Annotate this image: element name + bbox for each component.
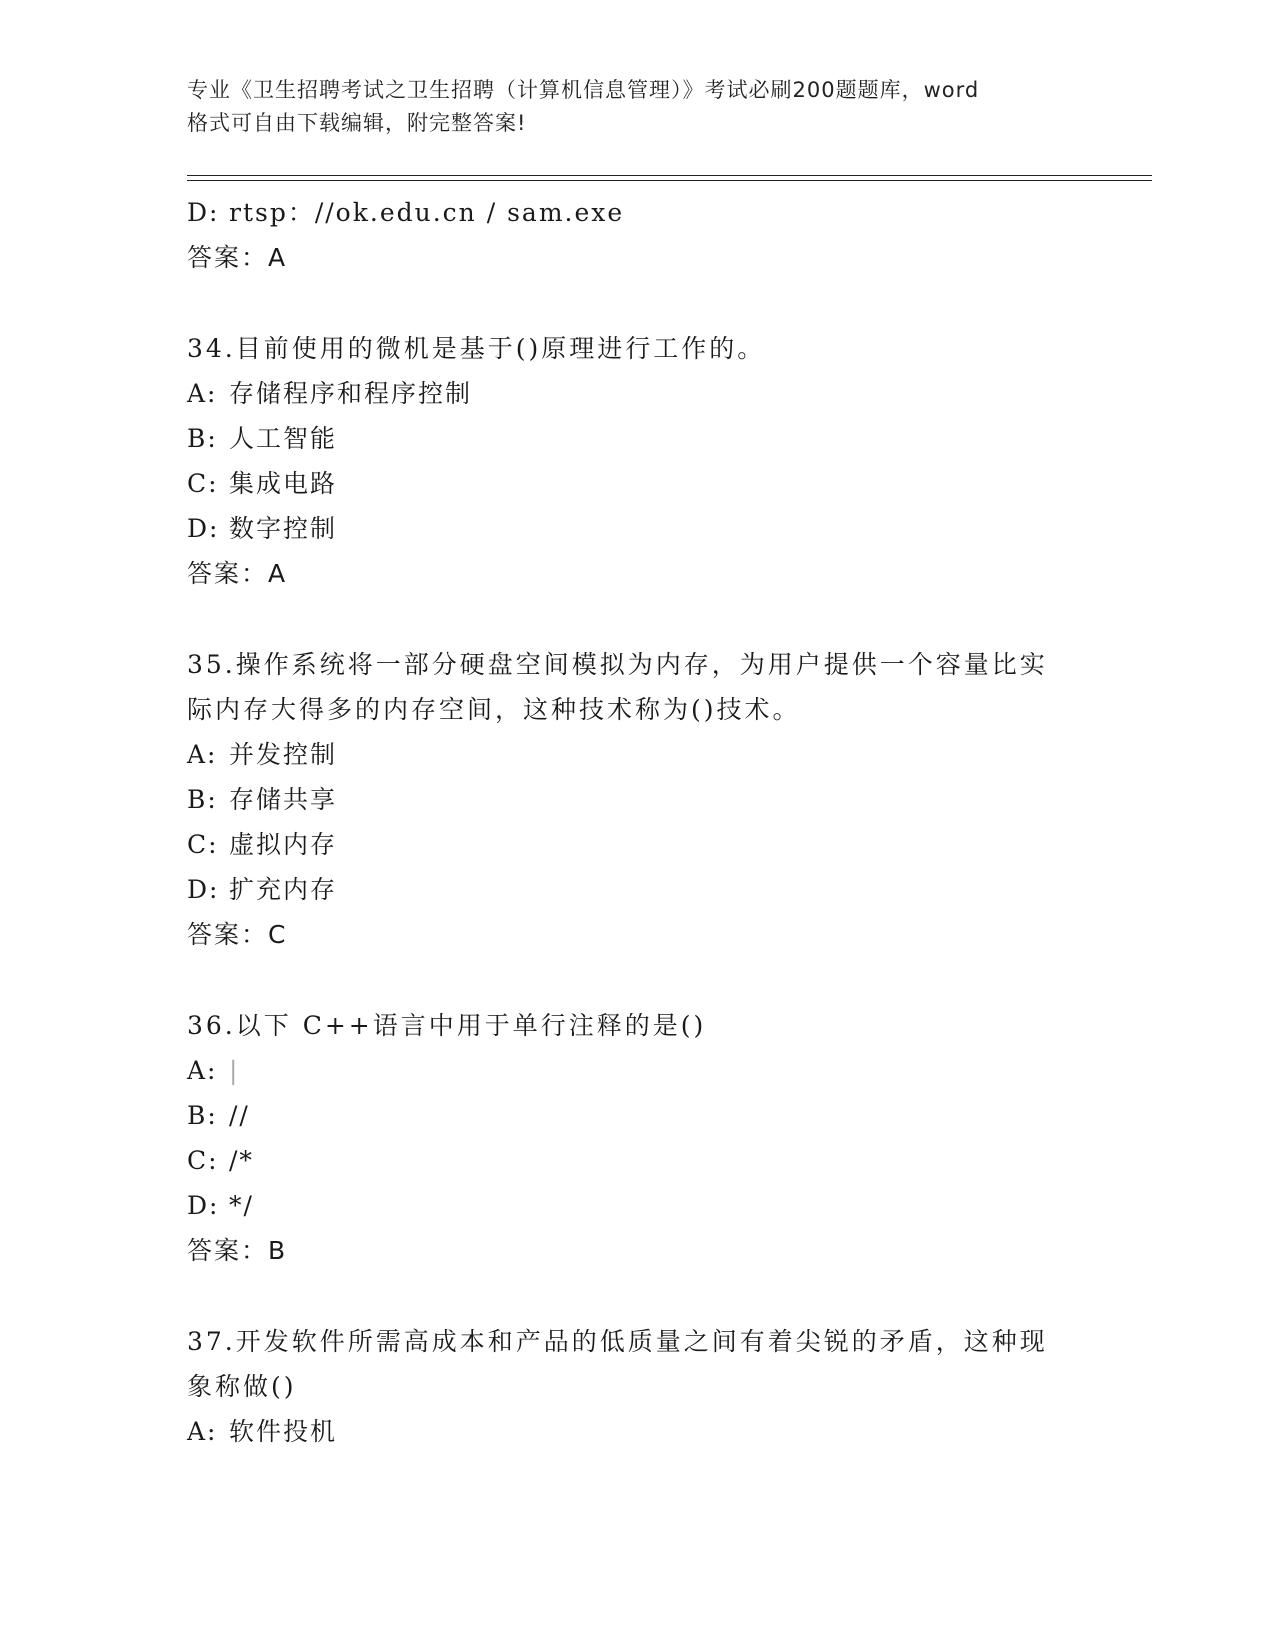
question-content: [187, 190, 1087, 1454]
header-rule-bottom: [187, 180, 1152, 181]
option-a: [187, 732, 1087, 777]
option-b: [187, 416, 1087, 461]
option-text: 并发控制: [229, 740, 338, 769]
option-label: D:: [187, 875, 220, 904]
question-text: 37.开发软件所需高成本和产品的低质量之间有着尖锐的矛盾，这种现: [187, 1327, 1048, 1356]
spacer: [187, 280, 1087, 326]
header-line-1: 专业《卫生招聘考试之卫生招聘（计算机信息管理）》考试必刷200题题库，word: [187, 78, 980, 102]
option-c: [187, 461, 1087, 506]
question-text-cont: 际内存大得多的内存空间，这种技术称为()技术。: [187, 695, 801, 724]
option-label: A:: [187, 740, 218, 769]
option-c: [187, 1138, 1087, 1183]
question-34: [187, 326, 1087, 596]
spacer: [187, 1273, 1087, 1319]
option-label: D:: [187, 1191, 220, 1220]
option-text: //: [229, 1101, 250, 1130]
option-text: 存储程序和程序控制: [229, 379, 473, 408]
option-text: 存储共享: [229, 785, 338, 814]
option-label: A:: [187, 379, 218, 408]
option-b: [187, 1093, 1087, 1138]
option-text: |: [229, 1056, 240, 1085]
option-label: A:: [187, 1417, 218, 1446]
option-a: [187, 371, 1087, 416]
header-rule-top: [187, 175, 1152, 176]
option-text: rtsp：//ok.edu.cn / sam.exe: [229, 198, 625, 227]
option-label: D:: [187, 514, 220, 543]
question-35: [187, 642, 1087, 957]
option-a: [187, 1409, 1087, 1454]
question-text-cont: 象称做(): [187, 1372, 297, 1401]
spacer: [187, 957, 1087, 1003]
option-text: 数字控制: [229, 514, 338, 543]
option-b: [187, 777, 1087, 822]
option-d: [187, 867, 1087, 912]
option-text: 虚拟内存: [229, 830, 338, 859]
option-a: [187, 1048, 1087, 1093]
question-37: [187, 1319, 1087, 1454]
option-d: [187, 1183, 1087, 1228]
option-text: 扩充内存: [229, 875, 338, 904]
document-header: [187, 74, 1097, 140]
answer-line: 答案：C: [187, 920, 288, 949]
option-label: D:: [187, 198, 220, 227]
option-text: /*: [229, 1146, 254, 1175]
option-label: C:: [187, 830, 219, 859]
option-d: [187, 190, 1087, 235]
spacer: [187, 596, 1087, 642]
question-text: 36.以下 C++语言中用于单行注释的是(): [187, 1011, 707, 1040]
header-line-2: 格式可自由下载编辑，附完整答案!: [187, 111, 527, 135]
option-text: */: [229, 1191, 254, 1220]
question-36: [187, 1003, 1087, 1273]
option-label: A:: [187, 1056, 218, 1085]
answer-line: 答案：A: [187, 243, 288, 272]
option-label: C:: [187, 469, 219, 498]
question-text: 35.操作系统将一部分硬盘空间模拟为内存，为用户提供一个容量比实: [187, 650, 1048, 679]
option-label: B:: [187, 1101, 218, 1130]
option-label: B:: [187, 785, 218, 814]
answer-line: 答案：B: [187, 1236, 288, 1265]
option-text: 集成电路: [229, 469, 338, 498]
option-d: [187, 506, 1087, 551]
option-label: B:: [187, 424, 218, 453]
option-text: 软件投机: [229, 1417, 338, 1446]
option-text: 人工智能: [229, 424, 338, 453]
option-c: [187, 822, 1087, 867]
answer-line: 答案：A: [187, 559, 288, 588]
question-text: 34.目前使用的微机是基于()原理进行工作的。: [187, 334, 766, 363]
option-label: C:: [187, 1146, 219, 1175]
